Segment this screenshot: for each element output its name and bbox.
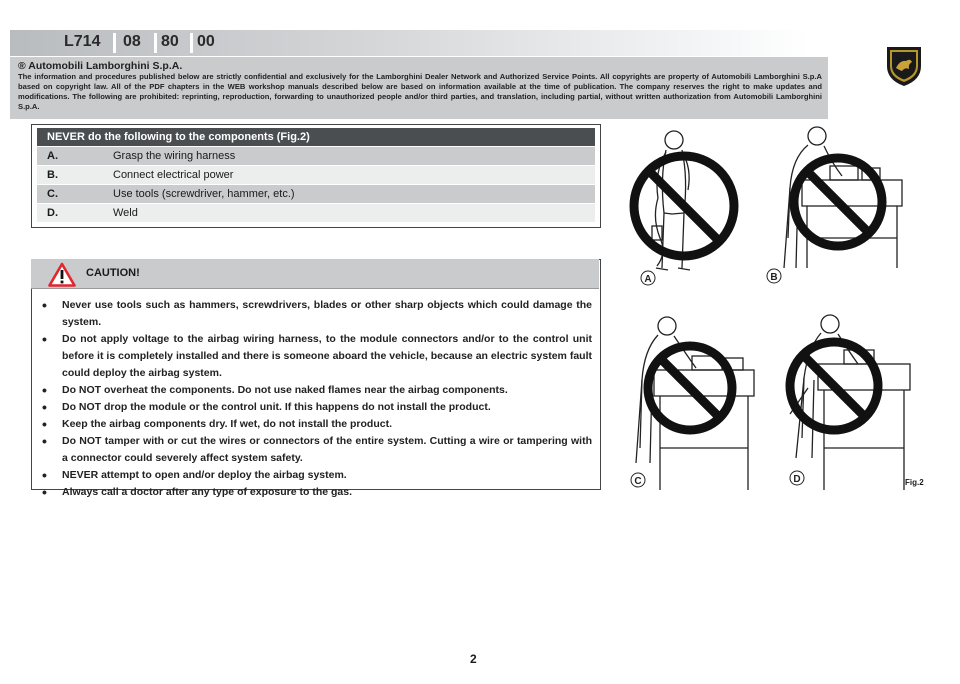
panel-label-a-text: A (644, 274, 652, 285)
doc-code-model: L714 (64, 33, 101, 50)
caution-text: Do NOT drop the module or the control unit. If this happens do not install the product. (62, 401, 491, 413)
header-separator (190, 33, 193, 53)
table-row (37, 147, 595, 165)
list-item (42, 433, 592, 467)
caution-title: CAUTION! (86, 267, 140, 279)
row-letter: B. (47, 169, 58, 181)
list-item (42, 399, 592, 416)
caution-list (42, 297, 592, 501)
bullet-icon: • (42, 331, 47, 347)
figure-caption: Fig.2 (905, 478, 924, 487)
bullet-icon: • (42, 297, 47, 313)
bullet-icon: • (42, 382, 47, 398)
page-number: 2 (470, 652, 477, 666)
doc-code-group: 08 (123, 33, 141, 50)
never-table-header (37, 128, 595, 146)
row-text: Grasp the wiring harness (113, 150, 236, 162)
bullet-icon: • (42, 416, 47, 432)
table-row (37, 185, 595, 203)
row-letter: D. (47, 207, 58, 219)
list-item (42, 484, 592, 501)
row-text: Use tools (screwdriver, hammer, etc.) (113, 188, 295, 200)
doc-code-subgroup: 80 (161, 33, 179, 50)
header-separator (113, 33, 116, 53)
bullet-icon: • (42, 467, 47, 483)
caution-text: Do NOT overheat the components. Do not use naked flames near the airbag components. (62, 384, 508, 396)
figure-2-illustration (612, 118, 952, 498)
caution-text: Do NOT tamper with or cut the wires or connectors of the entire system. Cutting a wire or tampering with a connector could severely affect system safety. (62, 435, 592, 464)
panel-label-c-text: C (634, 476, 642, 487)
row-text: Connect electrical power (113, 169, 234, 181)
doc-code-section: 00 (197, 33, 215, 50)
caution-text: Never use tools such as hammers, screwdrivers, blades or other sharp objects which could damage the system. (62, 299, 592, 328)
prohibition-icon (634, 156, 734, 256)
never-table-title: NEVER do the following to the components (Fig.2) (47, 131, 310, 143)
bullet-icon: • (42, 433, 47, 449)
panel-label-d-text: D (793, 474, 801, 485)
legal-title: ® Automobili Lamborghini S.p.A. (18, 60, 183, 72)
caution-text: Keep the airbag components dry. If wet, do not install the product. (62, 418, 392, 430)
caution-text: NEVER attempt to open and/or deploy the airbag system. (62, 469, 347, 481)
panel-label-b-text: B (770, 272, 778, 283)
legal-body: The information and procedures published below are strictly confidential and exclusively for the Lamborghini Dealer Network and Authorized Service Points. All copyrights are property of Automobili Lamborghini S.p.A based on copyright law. All of the PDF chapters in the WEB workshop manuals described below are based on information available at the time of publication. The company reserves the right to make updates and modifications. The following are prohibited: reprinting, reproduction, forwarding to unauthorized people and/or third parties, and translation, including partial, without written authorization from Automobili Lamborghini S.p.A. (18, 72, 822, 111)
list-item (42, 331, 592, 382)
bullet-icon: • (42, 399, 47, 415)
list-item (42, 467, 592, 484)
bullet-icon: • (42, 484, 47, 500)
row-letter: C. (47, 188, 58, 200)
caution-text: Always call a doctor after any type of exposure to the gas. (62, 486, 353, 498)
list-item (42, 382, 592, 399)
lamborghini-shield-logo (884, 44, 924, 88)
table-row (37, 166, 595, 184)
row-letter: A. (47, 150, 58, 162)
row-text: Weld (113, 207, 138, 219)
header-separator (154, 33, 157, 53)
list-item (42, 416, 592, 433)
list-item (42, 297, 592, 331)
table-row (37, 204, 595, 222)
caution-text: Do not apply voltage to the airbag wiring harness, to the module connectors and/or to the control unit before it is completely installed and there is someone aboard the vehicle, because an electric system fault could deploy the airbag system. (62, 333, 592, 379)
warning-triangle-icon (48, 262, 76, 287)
